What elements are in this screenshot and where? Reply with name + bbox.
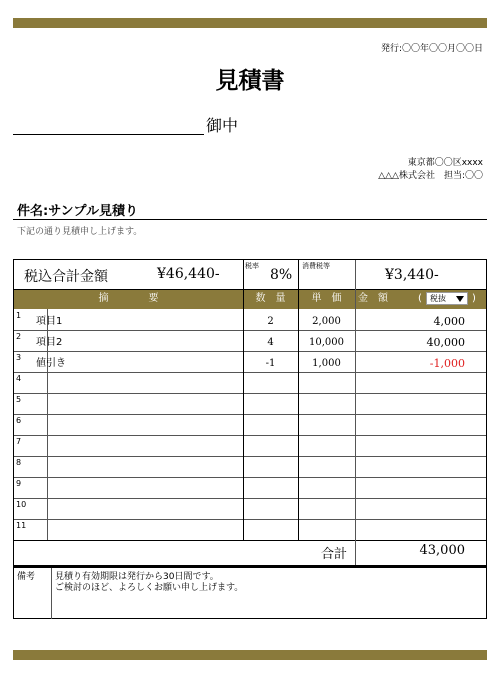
row-unit-price: 1,000 [312, 358, 341, 369]
row-number: 1 [16, 311, 22, 320]
row-item: 値引き [36, 358, 66, 369]
row-unit-price: 10,000 [309, 337, 344, 348]
table-header: 摘 要 数 量 単 価 金 額 ( 税抜 ) [14, 289, 486, 309]
col-unit-price-header: 単 価 [311, 293, 342, 304]
subject-underline [13, 219, 487, 220]
row-item: 項目2 [36, 337, 63, 348]
row-qty: -1 [265, 358, 276, 369]
row-number: 8 [16, 458, 22, 467]
row-number: 10 [16, 500, 27, 509]
col-qty-header: 数 量 [255, 293, 286, 304]
col-item-header: 摘 要 [98, 293, 159, 304]
row-number: 5 [16, 395, 22, 404]
row-unit-price: 2,000 [312, 316, 341, 327]
issuer-company: △△△株式会社 担当:〇〇 [378, 171, 483, 181]
issue-date: 発行:〇〇年〇〇月〇〇日 [380, 44, 483, 54]
subject-note: 下記の通り見積申し上げます。 [17, 227, 143, 237]
remarks-line-1: 見積り有効期限は発行から30日間です。 [55, 572, 219, 582]
row-qty: 2 [267, 316, 274, 327]
remarks-line-2: ご検討のほど、よろしくお願い申し上げます。 [55, 583, 244, 593]
tax-mode-value: 税抜 [430, 294, 446, 303]
row-number: 2 [16, 332, 22, 341]
row-number: 9 [16, 479, 22, 488]
recipient-line [13, 134, 204, 135]
tax-mode-select[interactable] [426, 292, 468, 305]
row-amount: 4,000 [433, 315, 465, 328]
tax-amount-value: ¥3,440- [385, 267, 439, 283]
chevron-down-icon [456, 296, 464, 302]
row-amount: 40,000 [426, 336, 465, 349]
row-number: 3 [16, 353, 22, 362]
top-accent-bar [13, 18, 487, 28]
total-label: 税込合計金額 [24, 269, 108, 285]
row-number: 4 [16, 374, 22, 383]
total-value: ¥46,440- [157, 266, 220, 282]
row-number: 6 [16, 416, 22, 425]
tax-amount-label: 消費税等 [302, 262, 330, 270]
remarks-box [13, 566, 487, 619]
issuer-address: 東京都〇〇区xxxx [407, 158, 483, 168]
tax-rate-value: 8% [270, 267, 293, 283]
col-amount-header: 金 額 [358, 293, 388, 304]
recipient-suffix: 御中 [206, 116, 239, 135]
row-qty: 4 [267, 337, 274, 348]
grand-total-value: 43,000 [419, 543, 465, 558]
remarks-label: 備考 [17, 572, 36, 582]
subject-label: 件名:サンプル見積り [17, 204, 139, 219]
row-item: 項目1 [36, 316, 63, 327]
estimate-table [13, 259, 487, 566]
bottom-accent-bar [13, 650, 487, 660]
tax-rate-label: 税率 [245, 262, 259, 270]
grand-total-label: 合計 [321, 547, 348, 562]
row-number: 7 [16, 437, 22, 446]
page-title: 見積書 [215, 68, 285, 94]
row-number: 11 [16, 521, 27, 530]
row-amount-negative: -1,000 [429, 357, 465, 370]
